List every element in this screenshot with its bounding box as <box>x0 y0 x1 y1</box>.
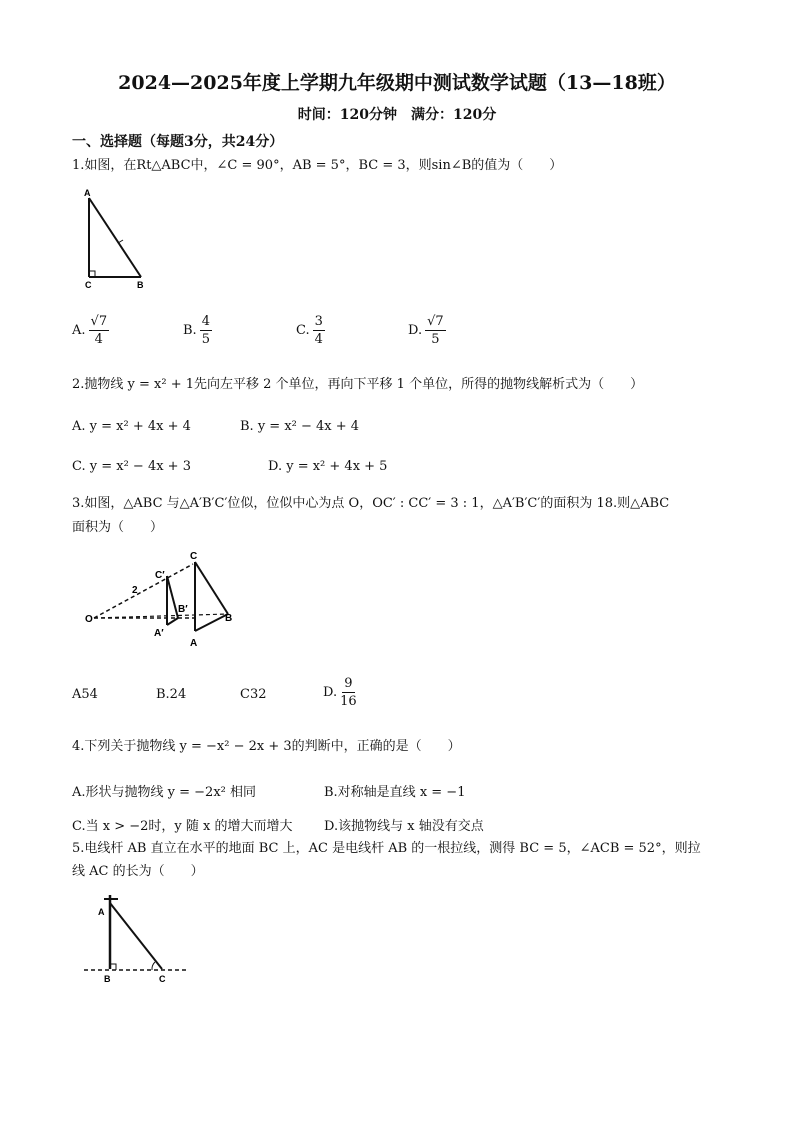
q3-label-a: A <box>190 638 198 649</box>
q4-option-d: D.该抛物线与 x 轴没有交点 <box>324 819 484 834</box>
q3-label-b-prime: B′ <box>178 604 188 615</box>
q1-label-c: C <box>85 280 92 290</box>
question-3-stem-line2: 面积为（ ） <box>72 520 164 535</box>
q1-option-d: D. $\frac{√7}{5}$ <box>408 314 444 347</box>
q5-label-b: B <box>104 974 111 984</box>
q3-option-d: D. $\frac{9}{16}$ <box>323 676 357 709</box>
q1-option-b: B. $\frac{4}{5}$ <box>183 314 210 347</box>
question-1-stem: 1.如图，在Rt△ABC中，∠C = 90°，AB = 5°，BC = 3，则sin∠B的值为（ ） <box>72 158 563 173</box>
q3-option-c: C32 <box>240 687 267 702</box>
q4-option-a: A.形状与抛物线 y = −2x² 相同 <box>72 785 256 800</box>
q1-label-b: B <box>137 280 144 290</box>
question-3-figure <box>82 548 242 654</box>
q1-label-a: A <box>84 188 91 198</box>
q2-option-c: C. y = x² − 4x + 3 <box>72 459 191 474</box>
q3-label-a-prime: A′ <box>154 628 164 639</box>
question-3-stem-line1: 3.如图，△ABC 与△A′B′C′位似，位似中心为点 O，OC′ : CC′ = 3 : 1，△A′B′C′的面积为 18.则△ABC <box>72 496 670 511</box>
q1-option-a: A. $\frac{√7}{4}$ <box>72 314 108 347</box>
question-1-figure <box>80 188 152 292</box>
q3-label-c-prime: C′ <box>155 570 165 581</box>
q5-label-a: A <box>98 907 105 917</box>
question-5-stem-line2: 线 AC 的长为（ ） <box>72 864 204 879</box>
q3-label-o: O <box>85 614 93 625</box>
q3-option-b: B.24 <box>156 687 187 702</box>
q3-label-b: B <box>225 613 233 624</box>
q3-label-2: 2 <box>132 585 138 596</box>
exam-info: 时间：120分钟 满分：120分 <box>297 107 497 123</box>
question-5-figure <box>82 893 192 985</box>
q2-option-d: D. y = x² + 4x + 5 <box>268 459 388 474</box>
q1-option-c: C. $\frac{3}{4}$ <box>296 314 323 347</box>
q4-option-b: B.对称轴是直线 x = −1 <box>324 785 466 800</box>
q4-option-c: C.当 x > −2时，y 随 x 的增大而增大 <box>72 819 293 834</box>
q3-option-a: A54 <box>72 687 98 702</box>
q3-label-c: C <box>190 551 198 562</box>
question-2-stem: 2.抛物线 y = x² + 1先向左平移 2 个单位，再向下平移 1 个单位，所得的抛物线解析式为（ ） <box>72 377 644 392</box>
page-title: 2024—2025年度上学期九年级期中测试数学试题（13—18班） <box>118 72 676 94</box>
q5-label-c: C <box>159 974 166 984</box>
q2-option-b: B. y = x² − 4x + 4 <box>240 419 360 434</box>
section-heading: 一、选择题（每题3分，共24分） <box>72 134 284 150</box>
q2-option-a: A. y = x² + 4x + 4 <box>72 419 191 434</box>
question-4-stem: 4.下列关于抛物线 y = −x² − 2x + 3的判断中，正确的是（ ） <box>72 739 461 754</box>
question-5-stem-line1: 5.电线杆 AB 直立在水平的地面 BC 上，AC 是电线杆 AB 的一根拉线，测得 BC = 5，∠ACB = 52°，则拉 <box>72 841 701 856</box>
